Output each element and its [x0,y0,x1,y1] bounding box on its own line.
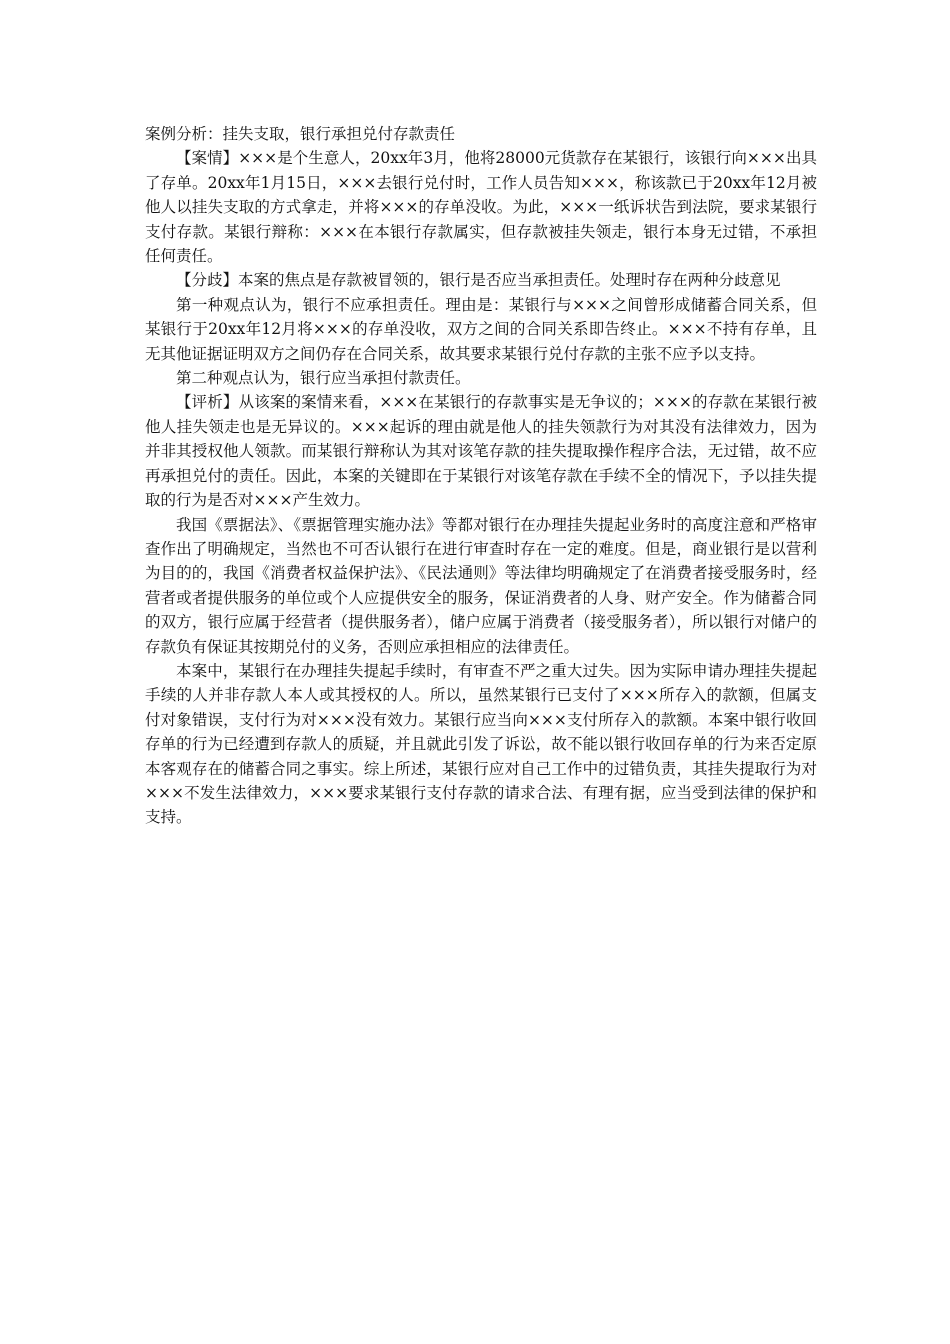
paragraph-analysis: 【评析】从该案的案情来看，×××在某银行的存款事实是无争议的；×××的存款在某银行被他人挂失领走也是无异议的。×××起诉的理由就是他人的挂失领款行为对其没有法律效力，因为并非其授权他人领款。而某银行辩称认为其对该笔存款的挂失提取操作程序合法，无过错，故不应再承担兑付的责任。因此，本案的关键即在于某银行对该笔存款在手续不全的情况下，予以挂失提取的行为是否对×××产生效力。 [145,393,817,510]
paragraph-first-view: 第一种观点认为，银行不应承担责任。理由是：某银行与×××之间曾形成储蓄合同关系，但某银行于20xx年12月将×××的存单没收，双方之间的合同关系即告终止。×××不持有存单，且无其他证据证明双方之间仍存在合同关系，故其要求某银行兑付存款的主张不应予以支持。 [145,295,817,363]
paragraph-conclusion: 本案中，某银行在办理挂失提起手续时，有审查不严之重大过失。因为实际申请办理挂失提起手续的人并非存款人本人或其授权的人。所以，虽然某银行已支付了×××所存入的款额，但属支付对象错误，支付行为对×××没有效力。某银行应当向×××支付所存入的款额。本案中银行收回存单的行为已经遭到存款人的质疑，并且就此引发了诉讼，故不能以银行收回存单的行为来否定原本客观存在的储蓄合同之事实。综上所述，某银行应对自己工作中的过错负责，其挂失提取行为对×××不发生法律效力，×××要求某银行支付存款的请求合法、有理有据，应当受到法律的保护和支持。 [145,661,817,827]
paragraph-legal-basis: 我国《票据法》、《票据管理实施办法》等都对银行在办理挂失提起业务时的高度注意和严格审查作出了明确规定，当然也不可否认银行在进行审查时存在一定的难度。但是，商业银行是以营利为目的的，我国《消费者权益保护法》、《民法通则》等法律均明确规定了在消费者接受服务时，经营者或者提供服务的单位或个人应提供安全的服务，保证消费者的人身、财产安全。作为储蓄合同的双方，银行应属于经营者（提供服务者），储户应属于消费者（接受服务者），所以银行对储户的存款负有保证其按期兑付的义务，否则应承担相应的法律责任。 [145,515,817,656]
document-title: 案例分析：挂失支取，银行承担兑付存款责任 [145,125,456,143]
document-body [145,122,817,830]
paragraph-disagreement: 【分歧】本案的焦点是存款被冒领的，银行是否应当承担责任。处理时存在两种分歧意见 [176,271,781,290]
paragraph-case-facts: 【案情】×××是个生意人，20xx年3月，他将28000元货款存在某银行，该银行向×××出具了存单。20xx年1月15日，×××去银行兑付时，工作人员告知×××，称该款已于20xx年12月被他人以挂失支取的方式拿走，并将×××的存单没收。为此，×××一纸诉状告到法院，要求某银行支付存款。某银行辩称：×××在本银行存款属实，但存款被挂失领走，银行本身无过错，不承担任何责任。 [145,149,817,266]
paragraph-second-view: 第二种观点认为，银行应当承担付款责任。 [176,369,471,388]
